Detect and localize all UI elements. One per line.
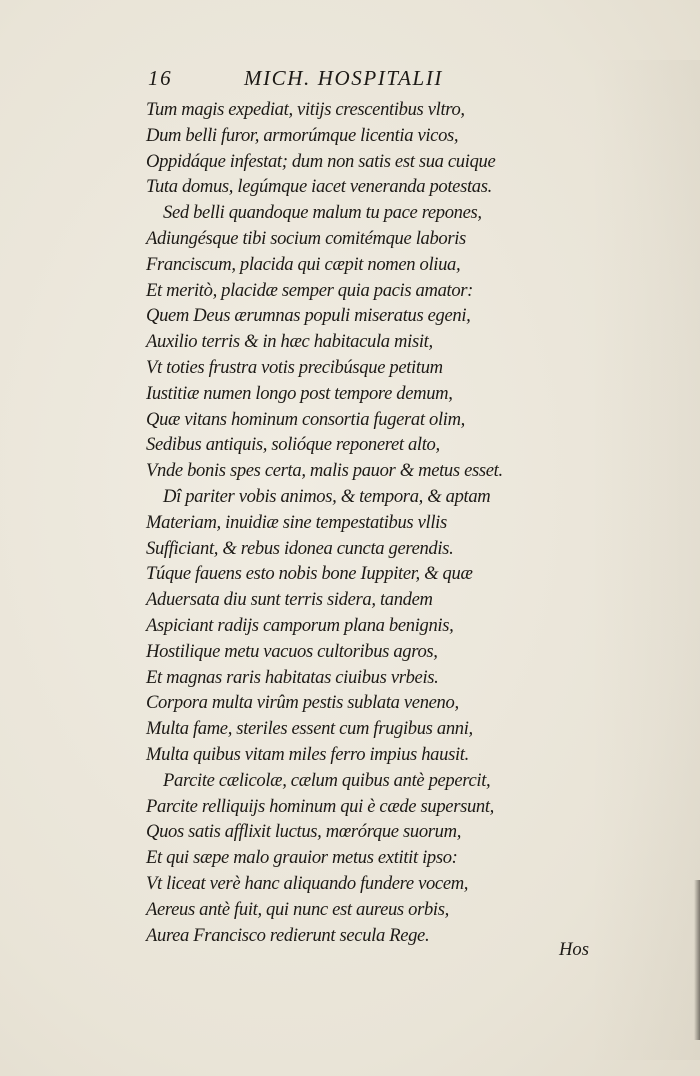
verse-line: Túque fauens esto nobis bone Iuppiter, & quæ bbox=[146, 563, 473, 585]
verse-line: Tum magis expediat, vitijs crescentibus vltro, bbox=[146, 99, 465, 120]
page-edge-shadow bbox=[694, 880, 700, 1040]
verse-line: Et qui sæpe malo grauior metus extitit ipso: bbox=[146, 847, 458, 869]
verse-line: Multa quibus vitam miles ferro impius hausit. bbox=[146, 743, 469, 765]
verse-line: Sed belli quandoque malum tu pace repones, bbox=[163, 202, 482, 224]
verse-line: Vt liceat verè hanc aliquando fundere vocem, bbox=[146, 872, 469, 894]
verse-line: Sedibus antiquis, solióque reponeret alto, bbox=[146, 434, 440, 456]
verse-line: Hostilique metu vacuos cultoribus agros, bbox=[146, 640, 438, 662]
page-header bbox=[148, 66, 628, 94]
verse-line: Auxilio terris & in hæc habitacula misit, bbox=[146, 331, 433, 353]
verse-line: Parcite cælicolæ, cælum quibus antè pepercit, bbox=[163, 769, 491, 791]
catchword: Hos bbox=[559, 939, 589, 960]
verse-line: Dum belli furor, armorúmque licentia vicos, bbox=[146, 124, 459, 146]
verse-line: Franciscum, placida qui cæpit nomen oliua, bbox=[146, 253, 461, 275]
verse-line: Aereus antè fuit, qui nunc est aureus orbis, bbox=[146, 898, 449, 920]
verse-line: Iustitiæ numen longo post tempore demum, bbox=[146, 382, 453, 404]
verse-line: Quæ vitans hominum consortia fugerat olim, bbox=[146, 408, 465, 430]
page-number: 16 bbox=[148, 66, 173, 90]
verse-line: Aurea Francisco redierunt secula Rege. bbox=[146, 924, 430, 946]
verse-line: Vt toties frustra votis precibúsque petitum bbox=[146, 356, 443, 378]
verse-line: Oppidáque infestat; dum non satis est sua cuique bbox=[146, 150, 496, 172]
verse-line: Adiungésque tibi socium comitémque laboris bbox=[146, 227, 466, 249]
verse-line: Parcite relliquijs hominum qui è cæde supersunt, bbox=[146, 795, 494, 817]
verse-line: Dî pariter vobis animos, & tempora, & aptam bbox=[163, 485, 491, 507]
verse-line: Quem Deus ærumnas populi miseratus egeni, bbox=[146, 305, 471, 327]
verse-line: Et meritò, placidæ semper quia pacis amator: bbox=[146, 279, 474, 301]
verse-line: Multa fame, steriles essent cum frugibus anni, bbox=[146, 718, 473, 740]
verse-line: Tuta domus, legúmque iacet veneranda potestas. bbox=[146, 176, 492, 198]
verse-line: Aduersata diu sunt terris sidera, tandem bbox=[146, 589, 433, 611]
verse-line: Sufficiant, & rebus idonea cuncta gerendis. bbox=[146, 537, 454, 559]
verse-line: Quos satis afflixit luctus, mœrórque suorum, bbox=[146, 821, 462, 843]
verse-line: Corpora multa virûm pestis sublata veneno, bbox=[146, 692, 459, 714]
verse-line: Et magnas raris habitatas ciuibus vrbeis. bbox=[146, 666, 439, 688]
verse-line: Vnde bonis spes certa, malis pauor & metus esset. bbox=[146, 460, 503, 482]
verse-line: Materiam, inuidiæ sine tempestatibus vllis bbox=[146, 511, 447, 533]
verse-line: Aspiciant radijs camporum plana benignis, bbox=[146, 614, 454, 636]
running-head: MICH. HOSPITALII bbox=[244, 66, 444, 90]
verse-block bbox=[146, 97, 626, 948]
